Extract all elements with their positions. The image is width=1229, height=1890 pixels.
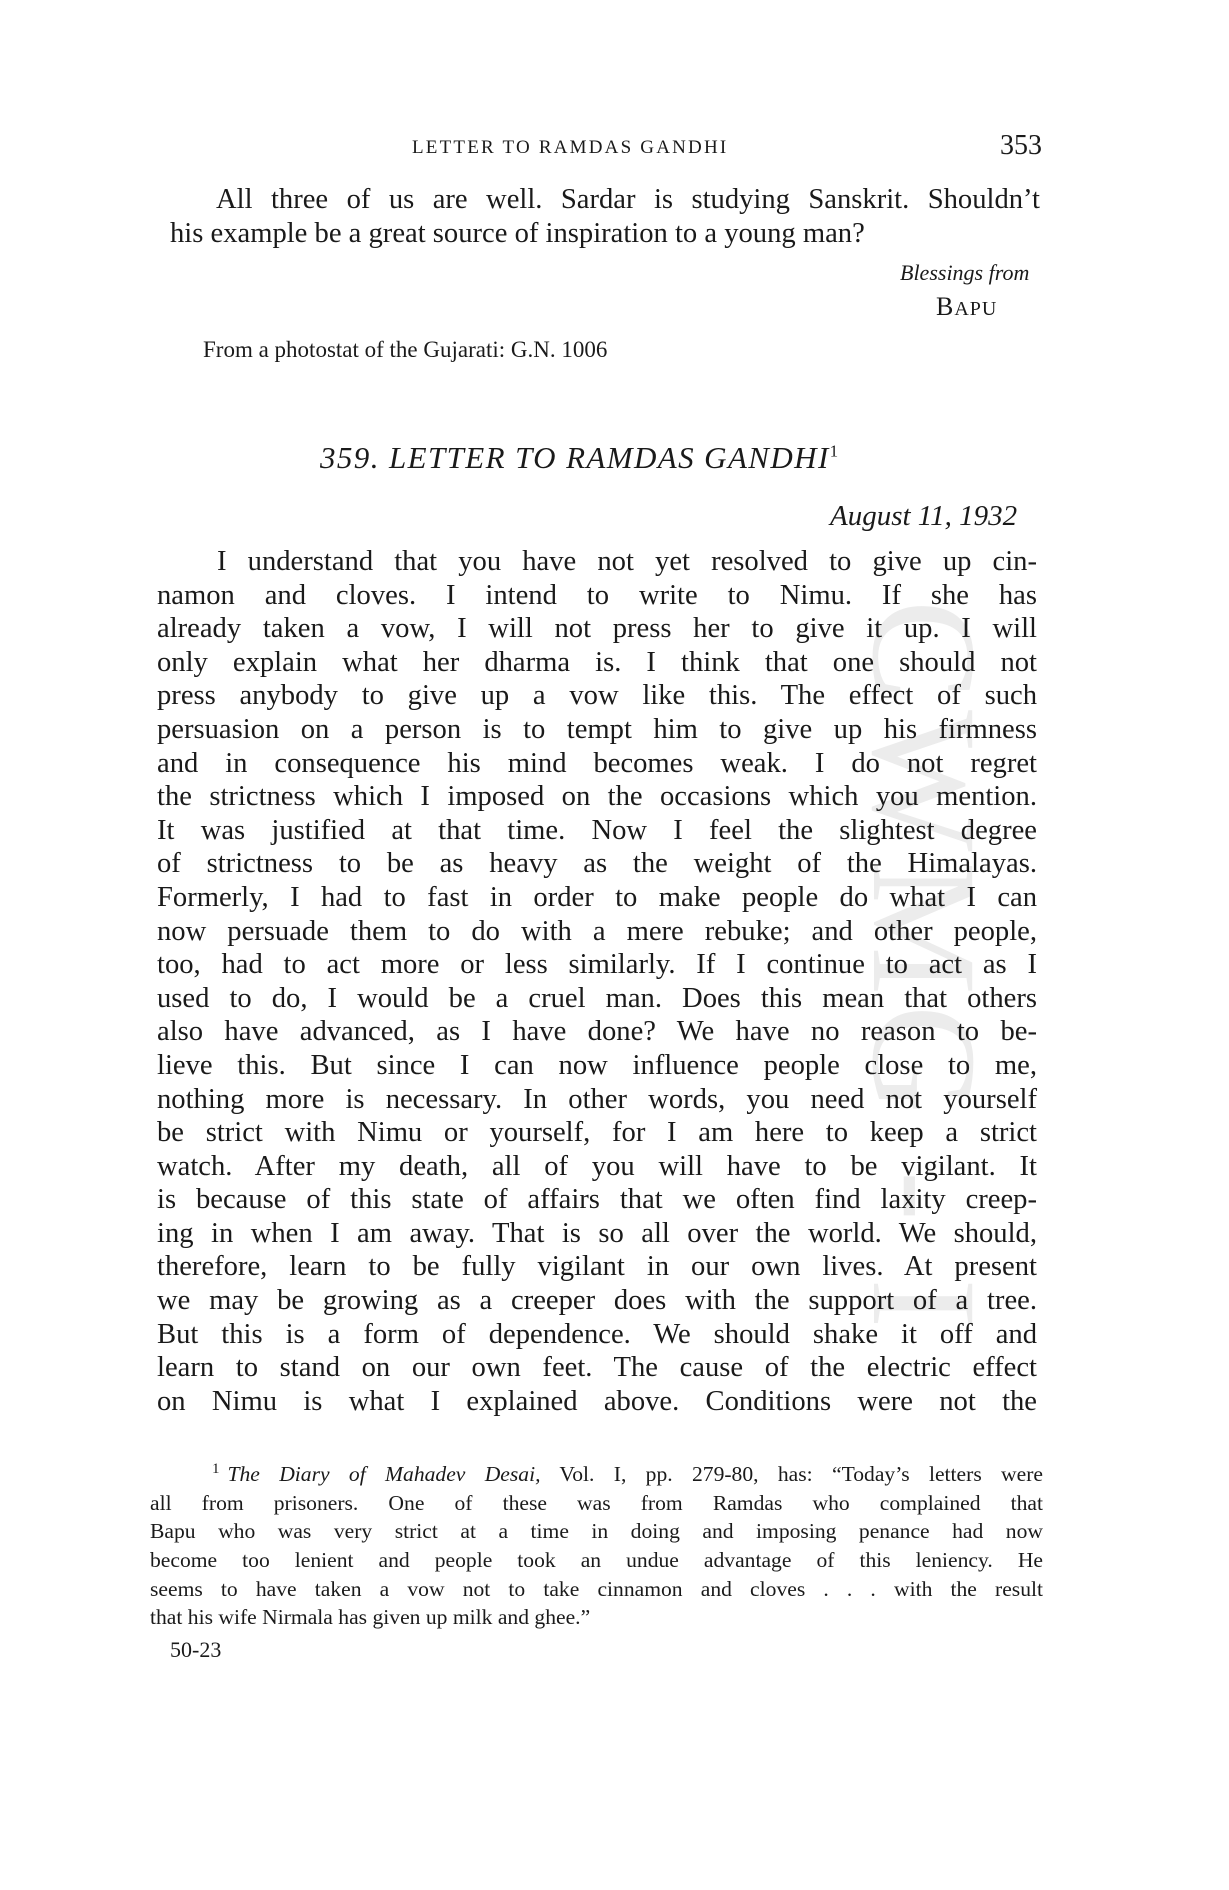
footnote-source-title: The Diary of Mahadev Desai, [227, 1462, 541, 1487]
letter-paragraph [157, 545, 1037, 1418]
text-line: also have advanced, as I have done? We have no reason to be- [157, 1016, 1037, 1048]
footnote-reference: 1 [829, 441, 840, 461]
text-line: his example be a great source of inspiration to a young man? [170, 217, 865, 249]
text-line: used to do, I would be a cruel man. Does this mean that others [157, 982, 1037, 1014]
text-line: already taken a vow, I will not press her to give it up. I will [157, 613, 1037, 645]
closing-signature [936, 292, 997, 322]
text-line: and in consequence his mind becomes weak. I do not regret [157, 747, 1037, 779]
text-line: the strictness which I imposed on the occasions which you mention. [157, 781, 1037, 813]
text-line: now persuade them to do with a mere rebuke; and other people, [157, 915, 1037, 947]
text-line: too, had to act more or less similarly. If I continue to act as I [157, 949, 1037, 981]
letter-title [320, 440, 840, 476]
text-line: is because of this state of affairs that we often find laxity creep- [157, 1184, 1037, 1216]
text-line: nothing more is necessary. In other words, you need not yourself [157, 1083, 1037, 1115]
footnote [150, 1455, 1043, 1632]
text-line: only explain what her dharma is. I think that one should not [157, 646, 1037, 678]
text-line: lieve this. But since I can now influence people close to me, [157, 1049, 1037, 1081]
source-note: From a photostat of the Gujarati: G.N. 1006 [203, 337, 608, 362]
text-line: persuasion on a person is to tempt him to give up his firmness [157, 713, 1037, 745]
footnote-line: become too lenient and people took an undue advantage of this leniency. He [150, 1547, 1043, 1572]
footnote-line: seems to have taken a vow not to take cinnamon and cloves . . . with the result [150, 1576, 1043, 1601]
intro-paragraph [170, 183, 1040, 250]
footnote-first-line [150, 1455, 1043, 1489]
watermark: CWMG - I [841, 600, 1007, 1339]
text-line: All three of us are well. Sardar is studying Sanskrit. Shouldn’t [216, 184, 1040, 215]
text-line: therefore, learn to be fully vigilant in our own lives. At present [157, 1251, 1037, 1283]
text-line: on Nimu is what I explained above. Conditions were not the [157, 1385, 1037, 1417]
text-line: learn to stand on our own feet. The cause of the electric effect [157, 1352, 1037, 1384]
footnote-line: Bapu who was very strict at a time in doing and imposing penance had now [150, 1519, 1043, 1544]
footnote-text [150, 1455, 1043, 1632]
text-line: namon and cloves. I intend to write to Nimu. If she has [157, 579, 1037, 611]
text-line: ing in when I am away. That is so all over the world. We should, [157, 1217, 1037, 1249]
text-line: watch. After my death, all of you will have to be vigilant. It [157, 1150, 1037, 1182]
text-line: press anybody to give up a vow like this. The effect of such [157, 680, 1037, 712]
letter-body [157, 545, 1037, 1418]
letter-title-text: 359. LETTER TO RAMDAS GANDHI [320, 440, 830, 475]
letter-date: August 11, 1932 [830, 500, 1018, 532]
text-line: we may be growing as a creeper does with the support of a tree. [157, 1285, 1037, 1317]
closing-salutation: Blessings from [900, 260, 1030, 285]
footnote-line: all from prisoners. One of these was from Ramdas who complained that [150, 1490, 1043, 1515]
page-number: 353 [1000, 130, 1042, 161]
footnote-first-line-rest: Vol. I, pp. 279-80, has: “Today’s letters were [559, 1462, 1043, 1487]
text-line: I understand that you have not yet resolved to give up cin- [217, 546, 1037, 577]
text-line: be strict with Nimu or yourself, for I am here to keep a strict [157, 1117, 1037, 1149]
running-title: LETTER TO RAMDAS GANDHI [412, 137, 729, 158]
text-line: It was justified at that time. Now I feel the slightest degree [157, 814, 1037, 846]
text-line: Formerly, I had to fast in order to make people do what I can [157, 881, 1037, 913]
text-line: But this is a form of dependence. We should shake it off and [157, 1318, 1037, 1350]
signature-mark: 50-23 [170, 1637, 222, 1662]
footnote-line: that his wife Nirmala has given up milk and ghee.” [150, 1605, 591, 1630]
text-line: of strictness to be as heavy as the weight of the Himalayas. [157, 848, 1037, 880]
signature-text: BAPU [936, 292, 998, 321]
footnote-mark: 1 [212, 1461, 220, 1477]
